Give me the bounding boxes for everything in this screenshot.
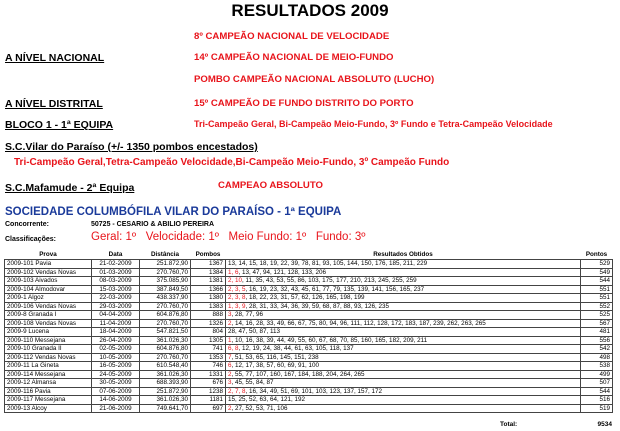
cell-prova: 2009-11 La Gineta: [5, 362, 92, 371]
cell-distancia: 387.849,50: [140, 285, 191, 294]
cell-prova: 2009-10 Granada II: [5, 345, 92, 354]
cell-pombos: 1381: [191, 277, 226, 286]
other-placings: , 45, 55, 84, 87: [231, 379, 274, 386]
other-placings: , 11, 35, 43, 53, 55, 86, 103, 175, 177, 210, 213, 245, 255, 259: [242, 277, 417, 284]
cell-pombos: 804: [191, 328, 226, 337]
total-label: Total:: [500, 421, 518, 428]
cell-pontos: 481: [581, 328, 613, 337]
top-placings: 2: [228, 404, 232, 412]
cell-distancia: 610.548,40: [140, 362, 191, 371]
cell-prova: 2009-117 Messejana: [5, 396, 92, 405]
top-placings: 1, 3, 9: [228, 302, 246, 310]
table-row: [5, 277, 613, 286]
cell-resultados: [226, 387, 581, 396]
other-placings: , 51, 53, 65, 116, 145, 151, 238: [231, 353, 319, 361]
heading-distrital: A NÍVEL DISTRITAL: [5, 98, 103, 110]
achievement-nac1: 8º CAMPEÃO NACIONAL DE VELOCIDADE: [194, 31, 390, 42]
achievement-bloco1: Tri-Campeão Geral, Bi-Campeão Meio-Fundo, 3º Fundo e Tetra-Campeão Velocidade: [194, 119, 553, 129]
other-placings: , 27, 52, 53, 71, 106: [231, 404, 288, 412]
cell-resultados: [226, 345, 581, 354]
cell-data: 26-04-2009: [92, 336, 140, 345]
cell-data: 29-03-2009: [92, 302, 140, 311]
cell-resultados: [226, 353, 581, 362]
cell-resultados: [226, 285, 581, 294]
society-name: SOCIEDADE COLUMBÓFILA VILAR DO PARAÍSO - 1ª EQUIPA: [5, 206, 342, 218]
table-row: [5, 370, 613, 379]
other-placings: , 28, 77, 96: [231, 311, 264, 318]
cell-distancia: 438.337,90: [140, 294, 191, 303]
cell-pontos: 544: [581, 277, 613, 286]
table-row: [5, 379, 613, 388]
cell-data: 02-05-2009: [92, 345, 140, 354]
cell-distancia: 547.821,50: [140, 328, 191, 337]
cell-prova: 2009-12 Almansa: [5, 379, 92, 388]
cell-data: 30-05-2009: [92, 379, 140, 388]
cell-resultados: [226, 336, 581, 345]
other-placings: 28, 47, 50, 87, 113: [228, 328, 281, 335]
table-row: [5, 387, 613, 396]
cell-resultados: [226, 370, 581, 379]
cell-data: 21-02-2009: [92, 260, 140, 269]
cell-resultados: [226, 379, 581, 388]
cell-distancia: 270.760,70: [140, 319, 191, 328]
cell-pontos: 507: [581, 379, 613, 388]
top-placings: 2: [228, 319, 232, 327]
other-placings: , 18, 22, 23, 31, 57, 62, 126, 165, 198, 199: [245, 294, 365, 301]
cell-data: 14-06-2009: [92, 396, 140, 405]
cell-pontos: 544: [581, 387, 613, 396]
cell-data: 22-03-2009: [92, 294, 140, 303]
table-row: [5, 294, 613, 303]
cell-data: 15-03-2009: [92, 285, 140, 294]
cell-pontos: 516: [581, 396, 613, 405]
cell-distancia: 361.026,30: [140, 396, 191, 405]
cell-distancia: 270.760,70: [140, 268, 191, 277]
other-placings: , 16, 34, 49, 51, 69, 101, 103, 123, 137, 157, 172: [245, 387, 383, 395]
cell-data: 07-06-2009: [92, 387, 140, 396]
classificacoes-value: Geral: 1º Velocidade: 1º Meio Fundo: 1º Fundo: 3º: [91, 231, 366, 243]
other-placings: 13, 14, 15, 18, 19, 22, 39, 78, 81, 93, 105, 144, 150, 176, 185, 211, 229: [228, 260, 428, 267]
achievement-dist1: 15º CAMPEÃO DE FUNDO DISTRITO DO PORTO: [194, 98, 414, 109]
col-data: Data: [108, 251, 123, 258]
table-row: [5, 336, 613, 345]
cell-prova: 2009-110 Messejana: [5, 336, 92, 345]
cell-resultados: [226, 302, 581, 311]
col-pombos: Pombos: [195, 251, 221, 258]
results-table: [4, 251, 613, 413]
cell-pombos: 1326: [191, 319, 226, 328]
cell-prova: 2009-112 Vendas Novas: [5, 353, 92, 362]
cell-resultados: [226, 260, 581, 269]
cell-pombos: 1181: [191, 396, 226, 405]
top-placings: 2, 3, 5: [228, 285, 246, 293]
achievement-mafamude1: CAMPEAO ABSOLUTO: [218, 180, 324, 191]
other-placings: , 12, 17, 38, 57, 60, 69, 91, 100: [231, 362, 320, 369]
cell-pombos: 1367: [191, 260, 226, 269]
cell-data: 01-03-2009: [92, 268, 140, 277]
cell-pombos: 1384: [191, 268, 226, 277]
table-row: [5, 396, 613, 405]
achievement-vilar1: Tri-Campeão Geral,Tetra-Campeão Velocidade,Bi-Campeão Meio-Fundo, 3º Campeão Fundo: [14, 157, 450, 168]
other-placings: , 28, 31, 33, 34, 36, 39, 59, 68, 87, 88, 93, 126, 235: [245, 302, 390, 310]
cell-distancia: 251.872,90: [140, 260, 191, 269]
cell-data: 08-03-2009: [92, 277, 140, 286]
top-placings: 2: [228, 370, 232, 378]
cell-prova: 2009-106 Vendas Novas: [5, 302, 92, 311]
cell-pontos: 529: [581, 260, 613, 269]
cell-distancia: 604.876,80: [140, 345, 191, 354]
top-placings: 2, 7, 8: [228, 387, 246, 395]
table-row: [5, 345, 613, 354]
cell-prova: 2009-116 Pavia: [5, 387, 92, 396]
cell-distancia: 270.760,70: [140, 353, 191, 362]
heading-mafamude: S.C.Mafamude - 2ª Equipa: [5, 182, 135, 194]
cell-data: 11-04-2009: [92, 319, 140, 328]
table-row: [5, 328, 613, 337]
cell-pontos: 525: [581, 311, 613, 320]
cell-distancia: 375.085,90: [140, 277, 191, 286]
cell-pontos: 498: [581, 353, 613, 362]
achievement-nac2: 14º CAMPEÃO NACIONAL DE MEIO-FUNDO: [194, 52, 394, 63]
table-row: [5, 362, 613, 371]
heading-nacional: A NÍVEL NACIONAL: [5, 52, 105, 64]
cell-pombos: 676: [191, 379, 226, 388]
cell-pontos: 556: [581, 336, 613, 345]
cell-pombos: 746: [191, 362, 226, 371]
other-placings: , 12, 19, 24, 38, 44, 61, 63, 105, 118, 137: [238, 345, 354, 352]
achievement-nac3: POMBO CAMPEÃO NACIONAL ABSOLUTO (LUCHO): [194, 74, 435, 85]
top-placings: 1, 6: [228, 268, 239, 276]
cell-data: 21-06-2009: [92, 404, 140, 413]
cell-prova: 2009-103 Aivados: [5, 277, 92, 286]
col-resultados: Resultados Obtidos: [373, 251, 433, 258]
cell-resultados: [226, 404, 581, 413]
top-placings: 2, 3, 8: [228, 294, 246, 301]
cell-resultados: [226, 396, 581, 405]
other-placings: 15, 25, 52, 63, 64, 121, 192: [228, 396, 306, 403]
cell-prova: 2009-13 Alcoy: [5, 404, 92, 413]
cell-pontos: 538: [581, 362, 613, 371]
other-placings: , 10, 16, 38, 39, 44, 49, 55, 60, 67, 68, 70, 85, 160, 165, 182, 209, 211: [231, 336, 428, 344]
cell-prova: 2009-8 Granada I: [5, 311, 92, 320]
other-placings: , 16, 19, 23, 32, 43, 45, 61, 77, 79, 135, 139, 141, 156, 165, 237: [245, 285, 425, 293]
cell-pontos: 542: [581, 345, 613, 354]
cell-pombos: 741: [191, 345, 226, 354]
col-prova: Prova: [39, 251, 57, 258]
table-row: [5, 285, 613, 294]
cell-pontos: 551: [581, 294, 613, 303]
page-title: RESULTADOS 2009: [231, 1, 389, 20]
cell-pombos: 1383: [191, 302, 226, 311]
table-row: [5, 302, 613, 311]
top-placings: 3: [228, 379, 232, 386]
cell-pontos: 549: [581, 268, 613, 277]
cell-data: 16-05-2009: [92, 362, 140, 371]
cell-pombos: 1353: [191, 353, 226, 362]
table-row: [5, 353, 613, 362]
cell-resultados: [226, 362, 581, 371]
cell-prova: 2009-102 Vendas Novas: [5, 268, 92, 277]
cell-distancia: 604.876,80: [140, 311, 191, 320]
cell-distancia: 688.393,90: [140, 379, 191, 388]
top-placings: 6: [228, 362, 232, 369]
cell-resultados: [226, 319, 581, 328]
cell-distancia: 251.872,90: [140, 387, 191, 396]
cell-pombos: 1331: [191, 370, 226, 379]
table-row: [5, 319, 613, 328]
cell-pontos: 567: [581, 319, 613, 328]
top-placings: 6, 8: [228, 345, 239, 352]
heading-bloco: BLOCO 1 - 1ª EQUIPA: [5, 119, 114, 131]
top-placings: 1: [228, 336, 232, 344]
table-row: [5, 268, 613, 277]
cell-resultados: [226, 268, 581, 277]
classificacoes-label: Classificações:: [5, 236, 56, 243]
table-header-row: [5, 251, 613, 260]
cell-data: 04-04-2009: [92, 311, 140, 320]
cell-prova: 2009-1 Algoz: [5, 294, 92, 303]
cell-prova: 2009-101 Pavia: [5, 260, 92, 269]
cell-pombos: 1366: [191, 285, 226, 294]
cell-distancia: 270.760,70: [140, 302, 191, 311]
cell-pombos: 888: [191, 311, 226, 320]
cell-distancia: 361.026,30: [140, 336, 191, 345]
cell-pontos: 519: [581, 404, 613, 413]
cell-pombos: 1380: [191, 294, 226, 303]
cell-pombos: 1305: [191, 336, 226, 345]
other-placings: , 13, 47, 94, 121, 128, 133, 206: [238, 268, 327, 276]
cell-data: 24-05-2009: [92, 370, 140, 379]
top-placings: 2, 10: [228, 277, 243, 284]
cell-data: 10-05-2009: [92, 353, 140, 362]
cell-resultados: [226, 294, 581, 303]
cell-prova: 2009-108 Vendas Novas: [5, 319, 92, 328]
table-row: [5, 260, 613, 269]
cell-pombos: 697: [191, 404, 226, 413]
other-placings: , 14, 16, 28, 33, 49, 66, 67, 75, 80, 94, 96, 111, 112, 128, 172, 183, 187, 239, 262, 263, 265: [231, 319, 486, 327]
total-value: 9534: [597, 421, 612, 428]
col-distancia: Distância: [151, 251, 179, 258]
cell-distancia: 749.641,70: [140, 404, 191, 413]
heading-vilar: S.C.Vilar do Paraíso (+/- 1350 pombos encestados): [5, 141, 258, 153]
cell-distancia: 361.026,30: [140, 370, 191, 379]
cell-prova: 2009-9 Lucena: [5, 328, 92, 337]
top-placings: 7: [228, 353, 232, 361]
cell-prova: 2009-114 Messejana: [5, 370, 92, 379]
cell-pontos: 499: [581, 370, 613, 379]
other-placings: , 55, 77, 107, 160, 167, 184, 188, 204, 264, 265: [231, 370, 365, 378]
top-placings: 3: [228, 311, 232, 318]
cell-pontos: 551: [581, 285, 613, 294]
cell-resultados: [226, 328, 581, 337]
concorrente-value: 50725 - CESARIO & ABILIO PEREIRA: [91, 221, 215, 228]
cell-resultados: [226, 311, 581, 320]
cell-resultados: [226, 277, 581, 286]
col-pontos: Pontos: [585, 251, 608, 258]
cell-prova: 2009-104 Almodovar: [5, 285, 92, 294]
table-row: [5, 404, 613, 413]
table-row: [5, 311, 613, 320]
concorrente-label: Concorrente:: [5, 221, 49, 228]
cell-data: 18-04-2009: [92, 328, 140, 337]
cell-pombos: 1238: [191, 387, 226, 396]
cell-pontos: 552: [581, 302, 613, 311]
